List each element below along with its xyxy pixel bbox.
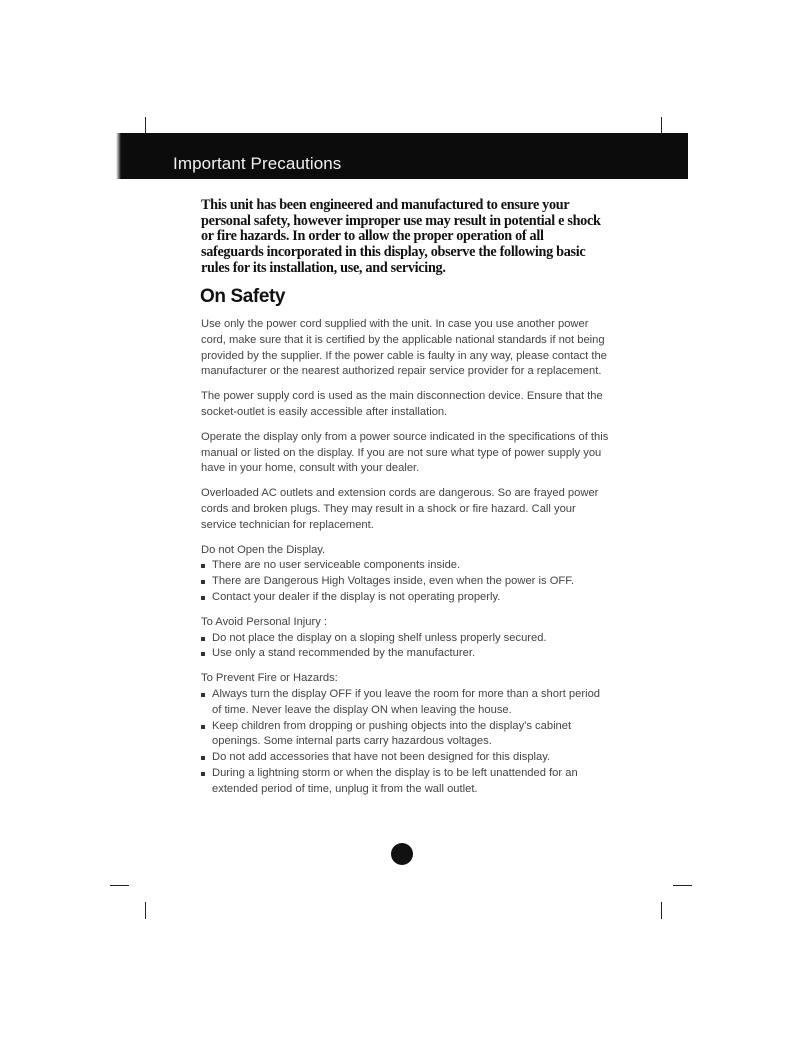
list-item: Keep children from dropping or pushing objects into the display's cabinet openings. Some internal parts carry hazardous voltages. bbox=[201, 719, 611, 751]
bullet-list bbox=[201, 558, 611, 605]
group-title: Do not Open the Display. bbox=[201, 543, 326, 556]
bullet-icon bbox=[201, 756, 205, 760]
group-title: To Prevent Fire or Hazards: bbox=[201, 672, 338, 685]
paragraph: The power supply cord is used as the main disconnection device. Ensure that the socket-outlet is easily accessible after installation. bbox=[201, 390, 603, 418]
bullet-icon bbox=[201, 693, 205, 697]
group-title: To Avoid Personal Injury : bbox=[201, 615, 328, 628]
crop-mark-left-middle bbox=[110, 885, 129, 886]
bullet-list bbox=[201, 687, 611, 798]
page-title: Important Precautions bbox=[173, 154, 342, 173]
list-item: There are Dangerous High Voltages inside, even when the power is OFF. bbox=[201, 574, 611, 590]
list-item: Contact your dealer if the display is not operating properly. bbox=[201, 590, 611, 606]
bullet-icon bbox=[201, 637, 205, 641]
list-item: Do not place the display on a sloping shelf unless properly secured. bbox=[201, 631, 611, 647]
paragraph: Overloaded AC outlets and extension cords are dangerous. So are frayed power cords and broken plugs. They may result in a shock or fire hazard. Call your service technician for replacement. bbox=[201, 487, 599, 531]
bullet-icon bbox=[201, 725, 205, 729]
page-marker-dot bbox=[391, 843, 413, 865]
list-item: Do not add accessories that have not been designed for this display. bbox=[201, 750, 611, 766]
paragraph: Use only the power cord supplied with the unit. In case you use another power cord, make sure that it is certified by the applicable national standards if not being provided by the supplier. If the power cable is faulty in any way, please contact the manufacturer or the nearest authorized repair service provider for a replacement. bbox=[201, 318, 607, 378]
bullet-icon bbox=[201, 580, 205, 584]
bullet-icon bbox=[201, 652, 205, 656]
crop-mark-bottom-right bbox=[661, 902, 662, 919]
list-item: During a lightning storm or when the display is to be left unattended for an extended period of time, unplug it from the wall outlet. bbox=[201, 766, 611, 798]
list-item: Always turn the display OFF if you leave the room for more than a short period of time. Never leave the display ON when leaving the house. bbox=[201, 687, 611, 719]
bullet-list bbox=[201, 631, 611, 663]
bullet-icon bbox=[201, 564, 205, 568]
content bbox=[201, 317, 611, 807]
list-item: Use only a stand recommended by the manufacturer. bbox=[201, 646, 611, 662]
intro-text: This unit has been engineered and manufactured to ensure your personal safety, however improper use may result in potential e shock or fire hazards. In order to allow the proper operation of all safeguards incorporated in this display, observe the following basic rules for its installation, use, and servicing. bbox=[201, 197, 601, 276]
crop-mark-top-left bbox=[145, 117, 146, 134]
list-item: There are no user serviceable components inside. bbox=[201, 558, 611, 574]
paragraph: Operate the display only from a power source indicated in the specifications of this manual or listed on the display. If you are not sure what type of power supply you have in your home, consult with your dealer. bbox=[201, 430, 609, 475]
crop-mark-right-middle bbox=[673, 885, 692, 886]
crop-mark-top-right bbox=[661, 117, 662, 134]
section-title: On Safety bbox=[200, 286, 286, 307]
header-bar bbox=[116, 133, 688, 179]
bullet-icon bbox=[201, 596, 205, 600]
crop-mark-bottom-left bbox=[145, 902, 146, 919]
bullet-icon bbox=[201, 772, 205, 776]
